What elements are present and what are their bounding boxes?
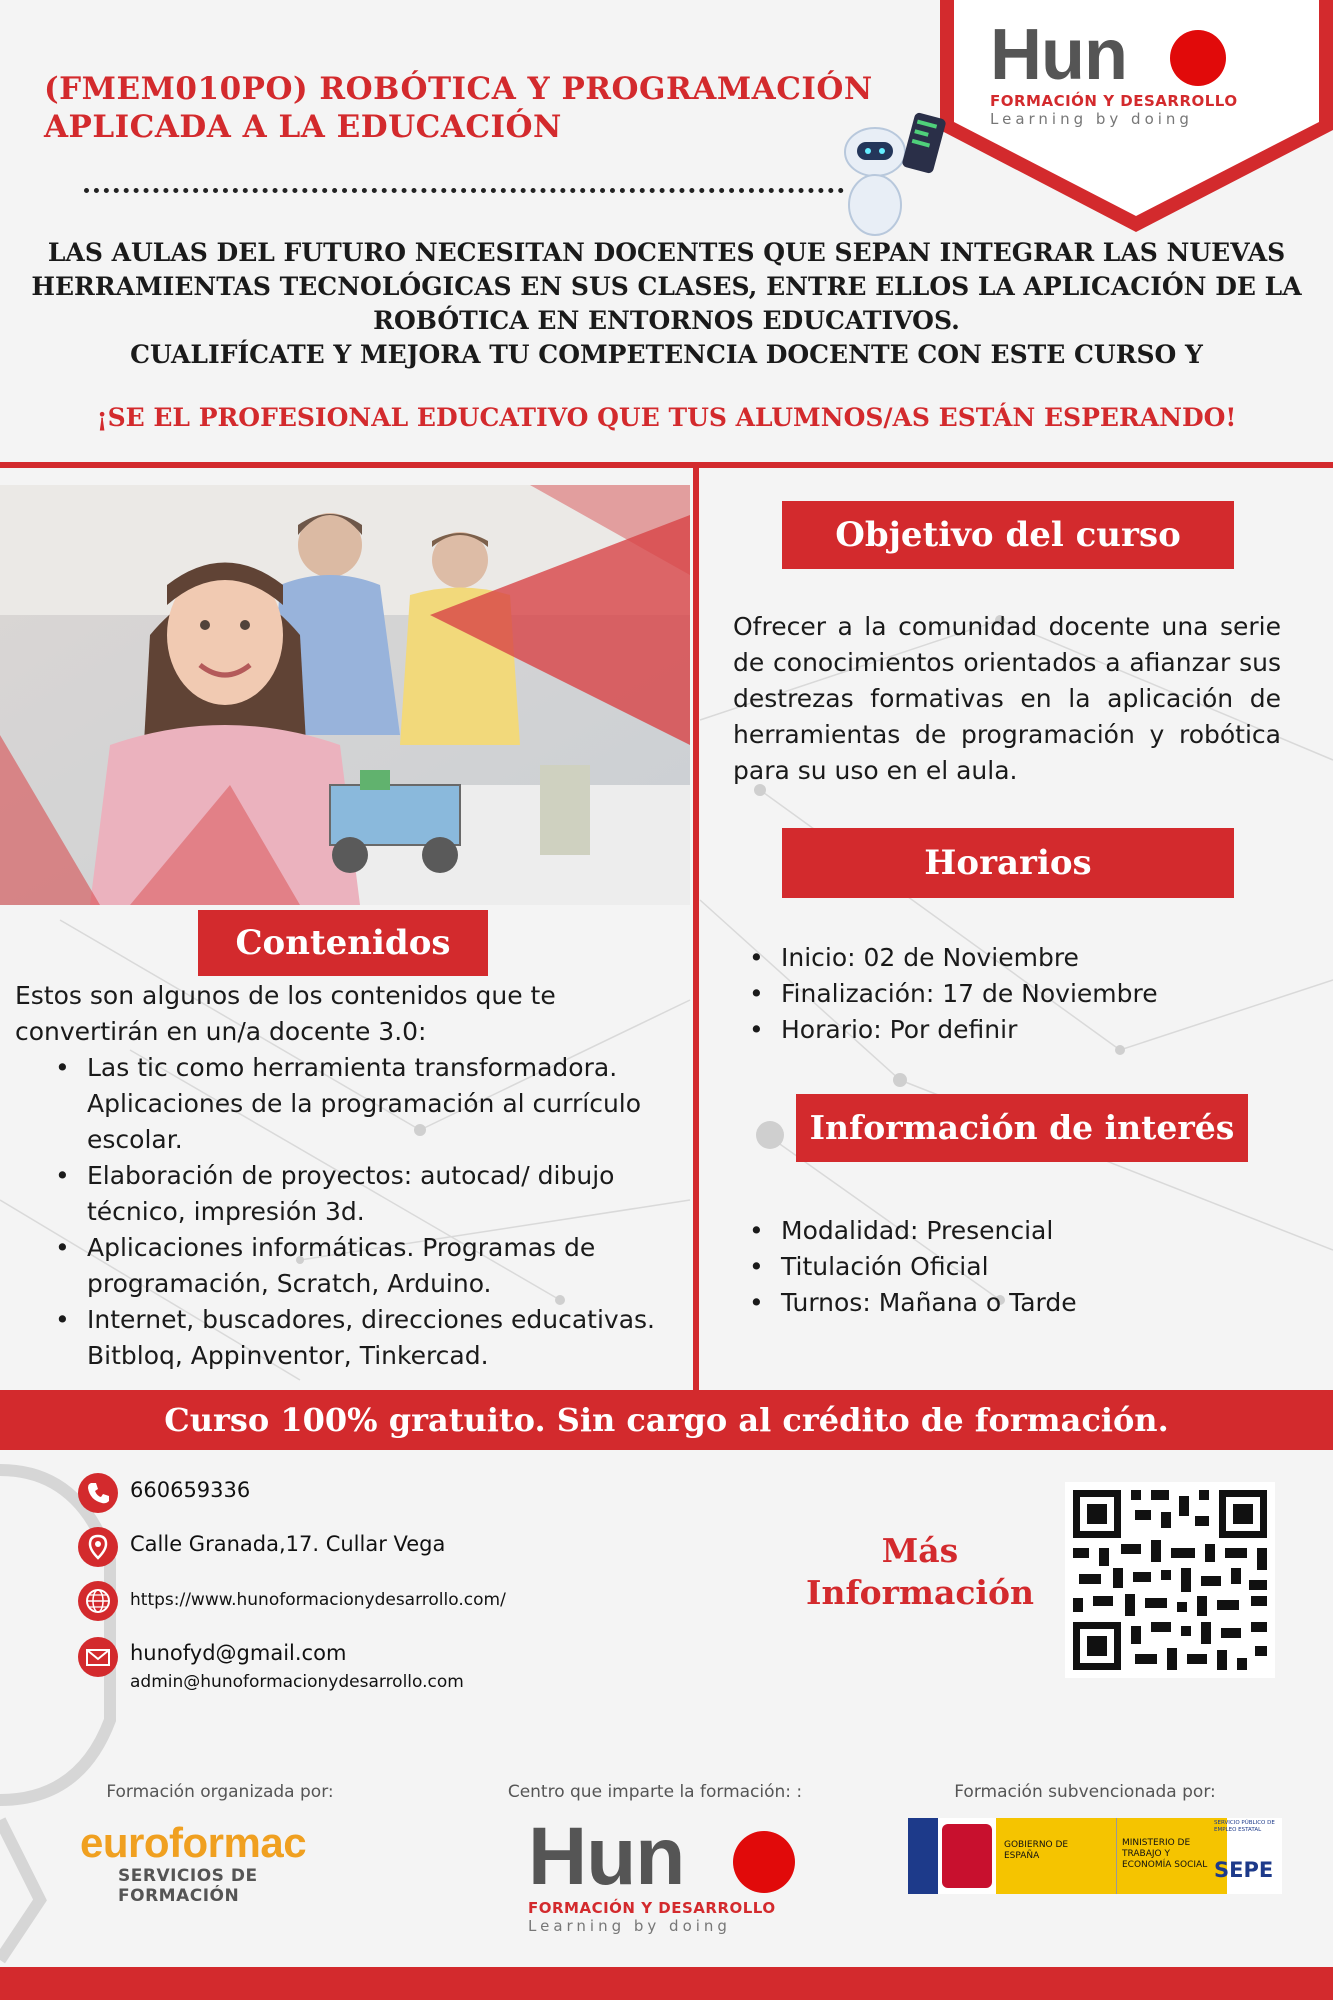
euroformac-logo: euroformac SERVICIOS DE FORMACIÓN [80,1819,307,1906]
center-divider [693,462,699,1390]
subvencionada-label: Formación subvencionada por: [954,1782,1216,1802]
website-link[interactable]: https://www.hunoformacionydesarrollo.com/ [130,1590,506,1610]
bottom-band [0,1967,1333,2000]
phone-icon [78,1473,118,1513]
list-item: • Inicio: 02 de Noviembre [781,940,1300,976]
contenidos-block [15,978,685,1374]
horarios-list [780,940,1300,1048]
email-primary[interactable]: hunofyd@gmail.com [130,1641,347,1665]
list-item: • Elaboración de proyectos: autocad/ dibujo técnico, impresión 3d. [87,1158,685,1230]
list-item: • Internet, buscadores, direcciones educativas. Bitbloq, Appinventor, Tinkercad. [87,1302,685,1374]
dotted-divider [84,188,844,193]
gobierno-sepe-logo: GOBIERNO DE ESPAÑA MINISTERIO DE TRABAJO Y ECONOMÍA SOCIAL SERVICIO PÚBLICO DE EMPLEO ESTATAL SEPE [908,1818,1282,1894]
globe-icon [78,1581,118,1621]
classroom-photo [0,485,690,905]
organizada-label: Formación organizada por: [106,1782,334,1802]
informacion-list [780,1213,1300,1321]
horarios-heading: Horarios [782,828,1234,898]
coat-of-arms-icon [942,1824,992,1888]
intro-text: LAS AULAS DEL FUTURO NECESITAN DOCENTES QUE SEPAN INTEGRAR LAS NUEVAS HERRAMIENTAS TECNOLÓGICAS EN SUS CLASES, ENTRE ELLOS LA APLICACIÓN DE LA ROBÓTICA EN ENTORNOS EDUCATIVOS. CUALIFÍCATE Y MEJORA TU COMPETENCIA DOCENTE CON ESTE CURSO Y [31,238,1302,369]
list-item: • Modalidad: Presencial [781,1213,1300,1249]
list-item: • Turnos: Mañana o Tarde [781,1285,1300,1321]
objetivo-text: Ofrecer a la comunidad docente una serie de conocimientos orientados a afianzar sus destrezas formativas en la aplicación de herramientas de programación y robótica para su uso en el aula. [733,612,1281,785]
contenidos-heading: Contenidos [198,910,488,976]
phone-number[interactable]: 660659336 [130,1478,251,1502]
huno-logo: Hun FORMACIÓN Y DESARROLLO Learning by doing [990,15,1238,128]
list-item: • Horario: Por definir [781,1012,1300,1048]
email-secondary[interactable]: admin@hunoformacionydesarrollo.com [130,1672,464,1692]
email-icon [78,1637,118,1677]
list-item: • Titulación Oficial [781,1249,1300,1285]
slogan: ¡SE EL PROFESIONAL EDUCATIVO QUE TUS ALUMNOS/AS ESTÁN ESPERANDO! [96,403,1237,432]
qr-code[interactable] [1065,1482,1275,1678]
address: Calle Granada,17. Cullar Vega [130,1532,446,1556]
top-divider [0,462,1333,468]
list-item: • Finalización: 17 de Noviembre [781,976,1300,1012]
course-title: (FMEM010PO) ROBÓTICA Y PROGRAMACIÓN APLICADA A LA EDUCACIÓN [44,71,873,145]
list-item: • Las tic como herramienta transformadora. Aplicaciones de la programación al currículo escolar. [87,1050,685,1158]
centro-label: Centro que imparte la formación: : [507,1782,803,1802]
free-course-banner: Curso 100% gratuito. Sin cargo al crédito de formación. [0,1390,1333,1450]
contenidos-intro: Estos son algunos de los contenidos que te convertirán en un/a docente 3.0: [15,981,556,1046]
list-item: • Aplicaciones informáticas. Programas de programación, Scratch, Arduino. [87,1230,685,1302]
eu-flag [908,1818,938,1894]
huno-footer-logo: Hun FORMACIÓN Y DESARROLLO Learning by doing [528,1815,818,1935]
logo-circle [733,1831,795,1893]
logo-circle [1170,30,1226,86]
location-icon [78,1527,118,1567]
informacion-heading: Información de interés [796,1094,1248,1162]
mas-informacion: Más Información [806,1531,1034,1612]
objetivo-heading: Objetivo del curso [782,501,1234,569]
